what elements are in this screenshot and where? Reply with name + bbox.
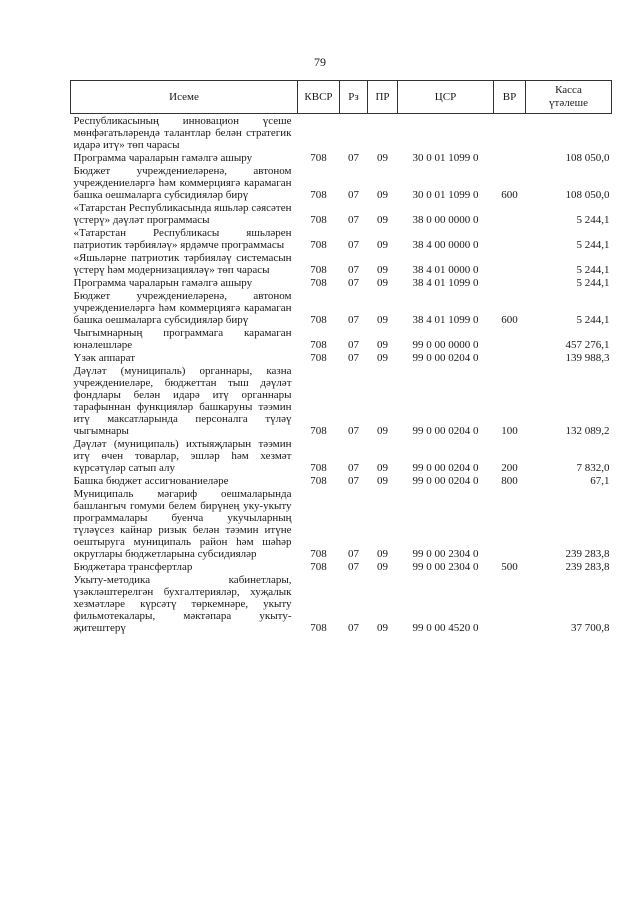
cell-csr: 99 0 00 0204 0 <box>412 475 479 487</box>
table-row <box>71 326 612 351</box>
cell-vr: 800 <box>501 475 518 487</box>
cell-rz: 07 <box>348 152 359 164</box>
cell-rz: 07 <box>348 239 359 251</box>
header-vr: ВР <box>494 81 526 114</box>
table-row <box>71 251 612 276</box>
cell-sum: 7 832,0 <box>576 462 610 474</box>
cell-sum: 132 089,2 <box>565 425 610 437</box>
cell-pr <box>368 114 398 152</box>
cell-vr: 600 <box>501 314 518 326</box>
cell-csr: 99 0 00 2304 0 <box>412 548 479 560</box>
cell-sum: 5 244,1 <box>576 277 610 289</box>
cell-name: Программа чараларын гамәлгә ашыру <box>73 152 253 164</box>
cell-vr <box>494 251 526 276</box>
header-rz: Рз <box>340 81 368 114</box>
table-body <box>71 114 612 635</box>
cell-sum: 239 283,8 <box>565 561 610 573</box>
cell-csr: 99 0 00 2304 0 <box>412 561 479 573</box>
cell-pr: 09 <box>377 352 388 364</box>
cell-rz: 07 <box>348 277 359 289</box>
cell-kvsr: 708 <box>310 462 327 474</box>
cell-rz: 07 <box>348 425 359 437</box>
cell-kvsr: 708 <box>310 152 327 164</box>
cell-vr <box>494 351 526 364</box>
cell-name: Муниципаль мәгариф оешмаларында башлангыч гомуми белем бирүнең уку-укыту программалары буенча укучыларның түләүсез кайнар ризык белән тәэмин итүне оештыруга муниципаль район һәм шәһәр округлары бюджетларына субсидияләр <box>73 488 292 560</box>
cell-rz: 07 <box>348 475 359 487</box>
cell-name: Бюджетара трансфертлар <box>73 561 193 573</box>
cell-pr: 09 <box>377 561 388 573</box>
cell-name: Башка бюджет ассигнованиеләре <box>73 475 229 487</box>
cell-pr: 09 <box>377 277 388 289</box>
cell-vr: 100 <box>501 425 518 437</box>
table-row <box>71 164 612 201</box>
cell-pr: 09 <box>377 339 388 351</box>
cell-csr: 38 4 00 0000 0 <box>412 239 479 251</box>
cell-vr: 500 <box>501 561 518 573</box>
cell-csr: 38 4 01 0000 0 <box>412 264 479 276</box>
cell-name: «Татарстан Республикасы яшьләрен патриотик тәрбияләү» ярдәмче программасы <box>73 227 292 251</box>
cell-rz: 07 <box>348 189 359 201</box>
cell-name: Республикасының инновацион үсеше мөнфәгатьләрендә талантлар белән стратегик идарә итү» төп чарасы <box>73 115 292 151</box>
cell-rz: 07 <box>348 352 359 364</box>
cell-sum: 108 050,0 <box>565 189 610 201</box>
cell-csr: 99 0 00 0000 0 <box>412 339 479 351</box>
cell-rz: 07 <box>348 314 359 326</box>
cell-pr: 09 <box>377 462 388 474</box>
cell-name: Бюджет учреждениеләренә, автоном учреждениеләргә һәм коммерциягә карамаган башка оешмаларга субсидияләр бирү <box>73 165 292 201</box>
cell-kvsr: 708 <box>310 277 327 289</box>
table-row <box>71 276 612 289</box>
cell-kvsr: 708 <box>310 548 327 560</box>
header-kvsr: КВСР <box>298 81 340 114</box>
budget-table <box>70 80 612 634</box>
cell-vr: 200 <box>501 462 518 474</box>
cell-pr: 09 <box>377 475 388 487</box>
cell-kvsr <box>298 114 340 152</box>
cell-csr: 99 0 00 4520 0 <box>412 622 479 634</box>
cell-kvsr: 708 <box>310 339 327 351</box>
cell-csr: 30 0 01 1099 0 <box>412 152 479 164</box>
cell-vr <box>494 151 526 164</box>
cell-rz: 07 <box>348 462 359 474</box>
cell-name: Дәүләт (муниципаль) органнары, казна учреждениеләре, бюджеттан тыш дәүләт фондлары белән идарә итү органнары тарафыннан функцияләр башкаруны тәэмин итү максатларында персоналга түләү чыгымнары <box>73 365 292 437</box>
cell-sum: 5 244,1 <box>576 264 610 276</box>
cell-vr <box>494 226 526 251</box>
table-row <box>71 487 612 560</box>
table-row <box>71 151 612 164</box>
cell-name: «Яшьләрне патриотик тәрбияләү системасын үстерү һәм модернизацияләү» төп чарасы <box>73 252 292 276</box>
cell-name: Укыту-методика кабинетлары, үзәкләштерелгән бухгалтерияләр, хуҗалык хезмәтләре күрсәтү төркемнәре, укыту фильмотекалары, мәктәпара укыту-җитештерү <box>73 574 292 634</box>
table-row <box>71 351 612 364</box>
cell-rz <box>340 114 368 152</box>
table-row <box>71 289 612 326</box>
cell-kvsr: 708 <box>310 425 327 437</box>
cell-pr: 09 <box>377 425 388 437</box>
cell-csr: 38 4 01 1099 0 <box>412 314 479 326</box>
cell-pr: 09 <box>377 152 388 164</box>
cell-name: Чыгымнарның программага карамаган юнәлешләре <box>73 327 292 351</box>
cell-vr <box>494 201 526 226</box>
cell-vr <box>494 326 526 351</box>
cell-csr: 99 0 00 0204 0 <box>412 425 479 437</box>
cell-vr <box>494 487 526 560</box>
cell-sum: 67,1 <box>590 475 610 487</box>
cell-sum: 457 276,1 <box>565 339 610 351</box>
table-row <box>71 226 612 251</box>
cell-kvsr: 708 <box>310 189 327 201</box>
table-row <box>71 201 612 226</box>
cell-csr: 99 0 00 0204 0 <box>412 462 479 474</box>
cell-rz: 07 <box>348 548 359 560</box>
cell-sum: 139 988,3 <box>565 352 610 364</box>
header-kassa-line1: Касса <box>555 84 582 96</box>
cell-sum: 37 700,8 <box>571 622 610 634</box>
cell-name: Программа чараларын гамәлгә ашыру <box>73 277 253 289</box>
cell-name: Бюджет учреждениеләренә, автоном учреждениеләргә һәм коммерциягә карамаган башка оешмаларга субсидияләр бирү <box>73 290 292 326</box>
cell-vr <box>494 114 526 152</box>
cell-pr: 09 <box>377 264 388 276</box>
cell-kvsr: 708 <box>310 264 327 276</box>
cell-pr: 09 <box>377 548 388 560</box>
cell-rz: 07 <box>348 561 359 573</box>
cell-kvsr: 708 <box>310 239 327 251</box>
cell-name: Дәүләт (муниципаль) ихтыяҗларын тәэмин итү өчен товарлар, эшләр һәм хезмәт күрсәтүләр сатып алу <box>73 438 292 474</box>
header-csr: ЦСР <box>398 81 494 114</box>
table-row <box>71 437 612 474</box>
page-number: 79 <box>314 55 326 69</box>
table-row <box>71 114 612 152</box>
cell-sum <box>526 114 612 152</box>
table-row <box>71 364 612 437</box>
cell-csr <box>398 114 494 152</box>
cell-pr: 09 <box>377 214 388 226</box>
cell-csr: 38 0 00 0000 0 <box>412 214 479 226</box>
cell-pr: 09 <box>377 189 388 201</box>
cell-name: «Татарстан Республикасында яшьләр сәясәтен үстерү» дәүләт программасы <box>73 202 292 226</box>
cell-kvsr: 708 <box>310 314 327 326</box>
table-header <box>71 81 612 114</box>
cell-pr: 09 <box>377 314 388 326</box>
cell-rz: 07 <box>348 214 359 226</box>
cell-kvsr: 708 <box>310 352 327 364</box>
cell-kvsr: 708 <box>310 214 327 226</box>
header-kassa <box>526 81 612 114</box>
cell-name: Үзәк аппарат <box>73 352 136 364</box>
table-row <box>71 573 612 634</box>
table-row <box>71 474 612 487</box>
table-row <box>71 560 612 573</box>
cell-sum: 5 244,1 <box>576 239 610 251</box>
cell-kvsr: 708 <box>310 561 327 573</box>
cell-vr: 600 <box>501 189 518 201</box>
header-kassa-line2: үтәлеше <box>549 97 588 109</box>
cell-rz: 07 <box>348 622 359 634</box>
cell-kvsr: 708 <box>310 475 327 487</box>
cell-pr: 09 <box>377 239 388 251</box>
cell-sum: 5 244,1 <box>576 314 610 326</box>
cell-rz: 07 <box>348 339 359 351</box>
cell-sum: 5 244,1 <box>576 214 610 226</box>
header-name: Исеме <box>71 81 298 114</box>
cell-csr: 99 0 00 0204 0 <box>412 352 479 364</box>
cell-sum: 108 050,0 <box>565 152 610 164</box>
cell-sum: 239 283,8 <box>565 548 610 560</box>
cell-rz: 07 <box>348 264 359 276</box>
cell-csr: 38 4 01 1099 0 <box>412 277 479 289</box>
cell-vr <box>494 573 526 634</box>
header-pr: ПР <box>368 81 398 114</box>
cell-kvsr: 708 <box>310 622 327 634</box>
cell-csr: 30 0 01 1099 0 <box>412 189 479 201</box>
cell-vr <box>494 276 526 289</box>
cell-pr: 09 <box>377 622 388 634</box>
